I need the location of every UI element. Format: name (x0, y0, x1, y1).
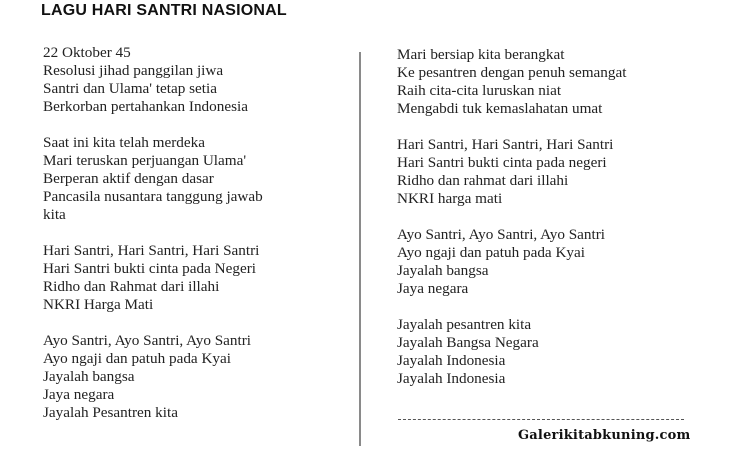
lyric-line: Jaya negara (43, 386, 115, 403)
lyric-line: Berperan aktif dengan dasar (43, 170, 214, 187)
dashed-separator (398, 419, 684, 420)
stanza (43, 44, 343, 116)
stanza (397, 46, 727, 118)
stanza (397, 136, 727, 208)
lyric-line: Jayalah Bangsa Negara (397, 334, 539, 351)
lyric-line: Santri dan Ulama' tetap setia (43, 80, 217, 97)
lyric-line: Jaya negara (397, 280, 469, 297)
lyric-line: Jayalah Indonesia (397, 352, 506, 369)
lyric-line: Ridho dan Rahmat dari illahi (43, 278, 220, 295)
lyric-line: Hari Santri, Hari Santri, Hari Santri (43, 242, 260, 259)
lyric-line: Ayo Santri, Ayo Santri, Ayo Santri (397, 226, 606, 243)
lyric-line: kita (43, 206, 66, 223)
stanza (397, 316, 727, 388)
lyric-line: Hari Santri bukti cinta pada Negeri (43, 260, 256, 277)
source-credit: Galerikitabkuning.com (518, 428, 691, 443)
lyric-line: NKRI Harga Mati (43, 296, 154, 313)
column-divider (359, 52, 361, 446)
lyric-line: Mari teruskan perjuangan Ulama' (43, 152, 247, 169)
lyric-line: Hari Santri bukti cinta pada negeri (397, 154, 607, 171)
lyric-line: Berkorban pertahankan Indonesia (43, 98, 248, 115)
lyric-line: Pancasila nusantara tanggung jawab (43, 188, 263, 205)
lyrics-right-column (397, 46, 727, 388)
lyric-line: Jayalah bangsa (397, 262, 489, 279)
lyrics-left-column (43, 44, 343, 422)
page-title: LAGU HARI SANTRI NASIONAL (41, 2, 287, 19)
stanza (43, 332, 343, 422)
lyric-line: NKRI harga mati (397, 190, 503, 207)
lyric-line: Ke pesantren dengan penuh semangat (397, 64, 627, 81)
lyric-line: Hari Santri, Hari Santri, Hari Santri (397, 136, 614, 153)
lyric-line: Mengabdi tuk kemaslahatan umat (397, 100, 603, 117)
lyric-line: Jayalah Indonesia (397, 370, 506, 387)
lyric-line: Ridho dan rahmat dari illahi (397, 172, 569, 189)
stanza (43, 134, 343, 224)
lyric-line: 22 Oktober 45 (43, 44, 131, 61)
lyric-line: Jayalah bangsa (43, 368, 135, 385)
stanza (43, 242, 343, 314)
stanza (397, 226, 727, 298)
lyric-line: Jayalah pesantren kita (397, 316, 532, 333)
lyric-line: Ayo Santri, Ayo Santri, Ayo Santri (43, 332, 252, 349)
lyric-line: Ayo ngaji dan patuh pada Kyai (397, 244, 585, 261)
lyric-line: Mari bersiap kita berangkat (397, 46, 565, 63)
lyric-line: Raih cita-cita luruskan niat (397, 82, 562, 99)
lyric-line: Ayo ngaji dan patuh pada Kyai (43, 350, 231, 367)
lyric-line: Jayalah Pesantren kita (43, 404, 178, 421)
lyric-line: Resolusi jihad panggilan jiwa (43, 62, 224, 79)
lyric-line: Saat ini kita telah merdeka (43, 134, 205, 151)
